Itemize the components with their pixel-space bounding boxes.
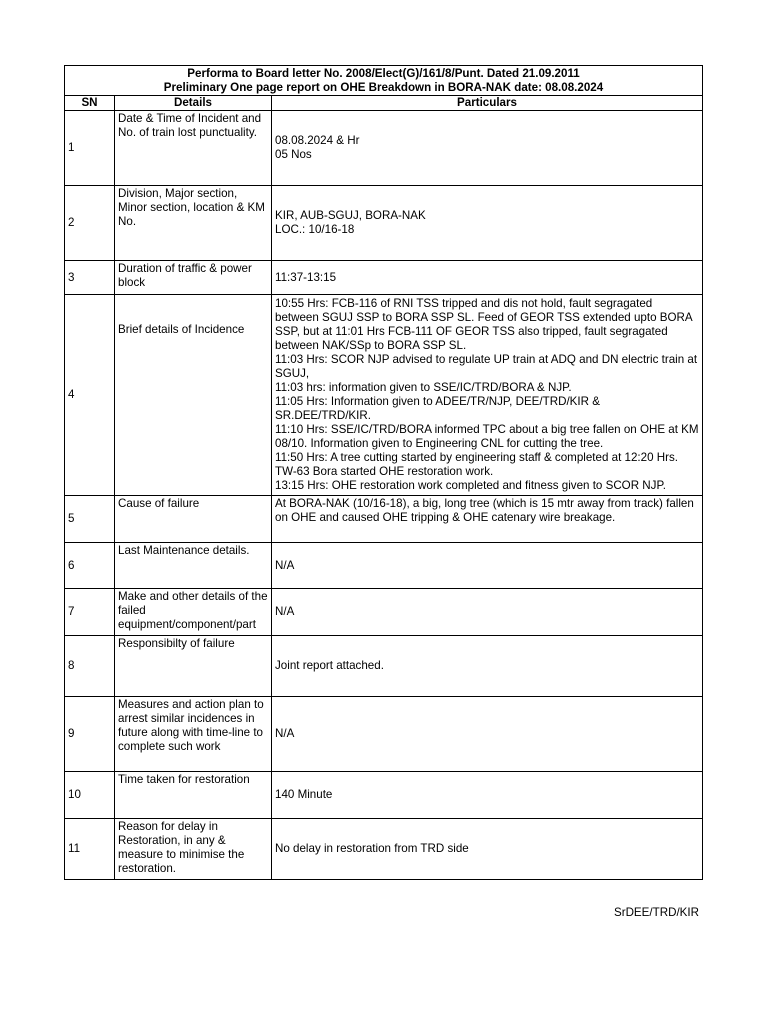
particulars-line: 11:10 Hrs: SSE/IC/TRD/BORA informed TPC about a big tree fallen on OHE at KM 08/10. Information given to Engineering CNL for cutting the tree. xyxy=(275,423,699,450)
particulars-line: 11:03 hrs: information given to SSE/IC/TRD/BORA & NJP. xyxy=(275,381,572,394)
signature-designation: SrDEE/TRD/KIR xyxy=(613,906,699,919)
table-row xyxy=(65,772,703,819)
table-row xyxy=(65,636,703,697)
particulars-line: 08.08.2024 & Hr xyxy=(275,134,360,147)
row-particulars xyxy=(272,111,703,186)
table-row xyxy=(65,111,703,186)
particulars-line: 140 Minute xyxy=(275,788,333,801)
particulars-line: N/A xyxy=(275,727,295,740)
particulars-line: 05 Nos xyxy=(275,148,312,161)
row-particulars xyxy=(272,772,703,819)
row-particulars xyxy=(272,819,703,880)
row-sn: 7 xyxy=(65,589,115,636)
particulars-line: N/A xyxy=(275,605,295,618)
table-row xyxy=(65,819,703,880)
row-particulars xyxy=(272,589,703,636)
row-particulars xyxy=(272,636,703,697)
particulars-line: At BORA-NAK (10/16-18), a big, long tree (which is 15 mtr away from track) fallen on OHE and caused OHE tripping & OHE catenary wire breakage. xyxy=(275,497,694,524)
row-particulars xyxy=(272,295,703,496)
row-particulars xyxy=(272,496,703,543)
particulars-line: 11:50 Hrs: A tree cutting started by engineering staff & completed at 12:20 Hrs. TW-63 Bora started OHE restoration work. xyxy=(275,451,679,478)
table-row xyxy=(65,697,703,772)
table-row xyxy=(65,543,703,589)
row-sn: 11 xyxy=(65,819,115,880)
row-details: Cause of failure xyxy=(115,496,272,543)
column-header-row xyxy=(65,96,703,111)
row-sn: 5 xyxy=(65,496,115,543)
report-header-row xyxy=(65,66,703,96)
row-sn: 3 xyxy=(65,261,115,295)
row-sn: 9 xyxy=(65,697,115,772)
row-sn: 6 xyxy=(65,543,115,589)
row-sn: 2 xyxy=(65,186,115,261)
particulars-line: No delay in restoration from TRD side xyxy=(275,842,469,855)
row-particulars xyxy=(272,697,703,772)
particulars-line: 13:15 Hrs: OHE restoration work completed and fitness given to SCOR NJP. xyxy=(275,479,666,492)
row-sn: 1 xyxy=(65,111,115,186)
row-details: Last Maintenance details. xyxy=(115,543,272,589)
header-letter-reference: Performa to Board letter No. 2008/Elect(G)/161/8/Punt. Dated 21.09.2011 xyxy=(187,67,580,80)
particulars-line: 11:05 Hrs: Information given to ADEE/TR/NJP, DEE/TRD/KIR & SR.DEE/TRD/KIR. xyxy=(275,395,600,422)
column-header-particulars: Particulars xyxy=(272,96,703,111)
table-row xyxy=(65,496,703,543)
row-sn: 8 xyxy=(65,636,115,697)
row-particulars xyxy=(272,186,703,261)
row-details: Responsibilty of failure xyxy=(115,636,272,697)
particulars-line: 11:37-13:15 xyxy=(275,270,337,284)
row-particulars xyxy=(272,261,703,295)
ohe-breakdown-report-table xyxy=(64,65,703,880)
table-row xyxy=(65,589,703,636)
table-row xyxy=(65,186,703,261)
particulars-line: KIR, AUB-SGUJ, BORA-NAK xyxy=(275,209,426,222)
row-details: Reason for delay in Restoration, in any & measure to minimise the restoration. xyxy=(115,819,272,880)
particulars-line: LOC.: 10/16-18 xyxy=(275,223,355,236)
row-particulars xyxy=(272,543,703,589)
report-header xyxy=(65,66,703,96)
row-details: Brief details of Incidence xyxy=(115,295,272,496)
row-details: Duration of traffic & power block xyxy=(115,261,272,295)
column-header-details: Details xyxy=(115,96,272,111)
row-sn: 4 xyxy=(65,295,115,496)
row-details: Date & Time of Incident and No. of train lost punctuality. xyxy=(115,111,272,186)
table-row xyxy=(65,295,703,496)
particulars-line: Joint report attached. xyxy=(275,659,384,672)
particulars-line: 11:03 Hrs: SCOR NJP advised to regulate UP train at ADQ and DN electric train at SGUJ, xyxy=(275,353,698,380)
row-details: Division, Major section, Minor section, location & KM No. xyxy=(115,186,272,261)
row-details: Time taken for restoration xyxy=(115,772,272,819)
header-report-title: Preliminary One page report on OHE Breakdown in BORA-NAK date: 08.08.2024 xyxy=(163,81,604,94)
row-details: Measures and action plan to arrest similar incidences in future along with time-line to complete such work xyxy=(115,697,272,772)
table-row xyxy=(65,261,703,295)
particulars-line: 10:55 Hrs: FCB-116 of RNI TSS tripped and dis not hold, fault segragated between SGUJ SSP to BORA SSP SL. Feed of GEOR TSS extended upto BORA SSP, but at 11:01 Hrs FCB-111 OF GEOR TSS also tripped, fault segragated between NAK/SSp to BORA SSP SL. xyxy=(275,297,692,352)
row-details: Make and other details of the failed equipment/component/part xyxy=(115,589,272,636)
column-header-sn: SN xyxy=(65,96,115,111)
particulars-line: N/A xyxy=(275,558,295,572)
row-sn: 10 xyxy=(65,772,115,819)
